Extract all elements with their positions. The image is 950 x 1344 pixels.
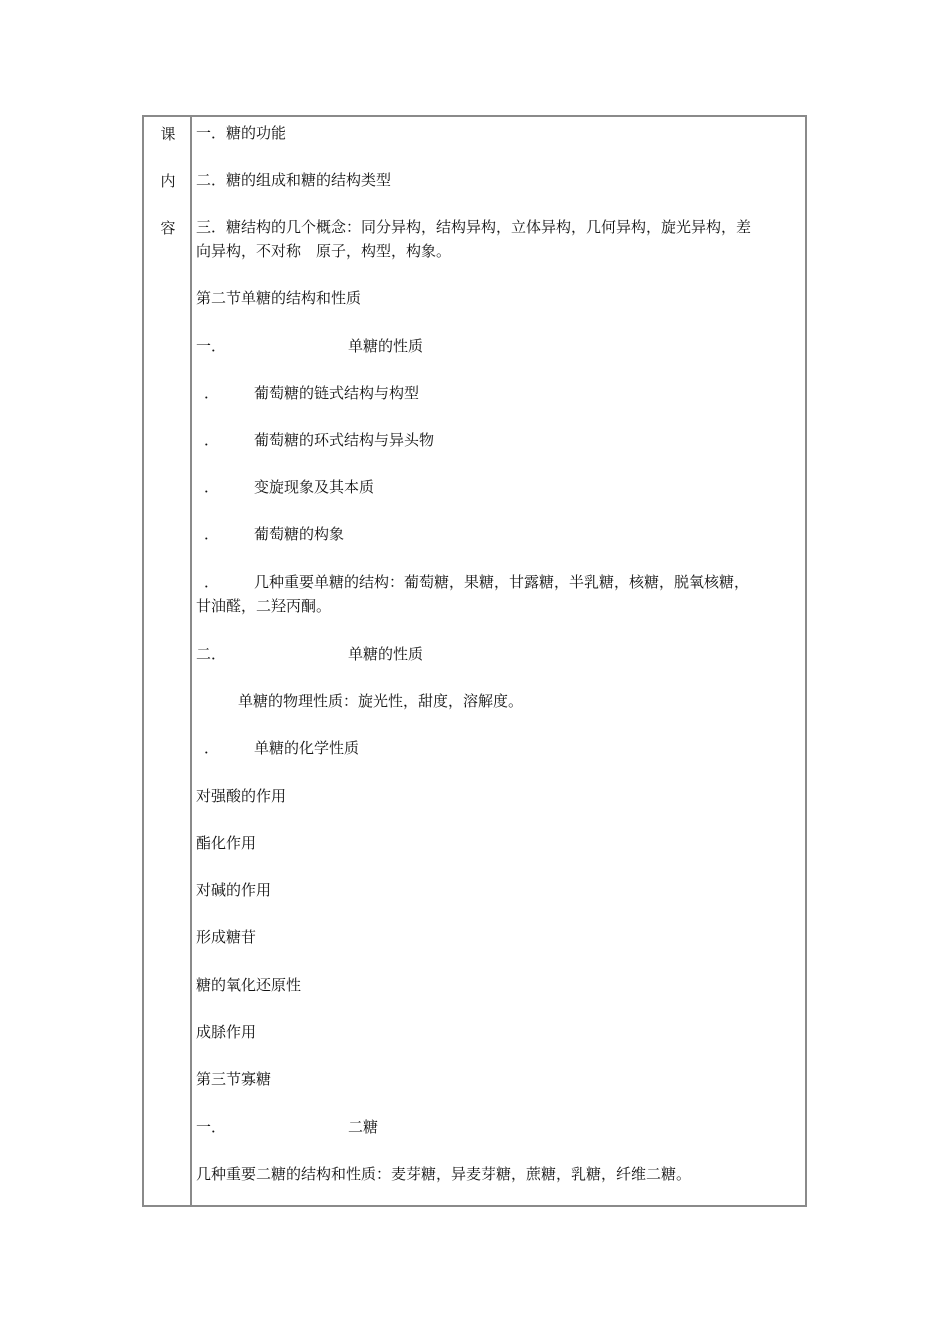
line-glycoside: 形成糖苷 xyxy=(196,928,257,946)
item-number: 一． xyxy=(196,1118,227,1136)
subitem-marker: ． xyxy=(204,431,220,449)
line-esterification: 酯化作用 xyxy=(196,834,257,852)
line-item-disaccharides xyxy=(196,1116,803,1138)
subitem-marker: ． xyxy=(204,384,220,402)
line-subitem-important-monosaccharides xyxy=(196,571,803,593)
line-sugar-composition: 二．糖的组成和糖的结构类型 xyxy=(196,171,392,189)
line-strong-acid: 对强酸的作用 xyxy=(196,787,287,805)
line-item-monosaccharide-properties-2 xyxy=(196,643,803,665)
line-subitem-conformation xyxy=(196,523,803,545)
line-subitem-ring-structure xyxy=(196,429,803,451)
left-char-3: 容 xyxy=(160,219,176,237)
subitem-marker: ． xyxy=(204,573,220,591)
item-text: 单糖的性质 xyxy=(348,645,424,663)
subitem-marker: ． xyxy=(204,525,220,543)
item-text: 二糖 xyxy=(348,1118,379,1136)
item-number: 二． xyxy=(196,645,227,663)
line-subitem-chemical-properties xyxy=(196,737,803,759)
line-osazone: 成脎作用 xyxy=(196,1023,257,1041)
left-char-2: 内 xyxy=(160,172,176,190)
line-section-3-heading: 第三节寡糖 xyxy=(196,1070,272,1088)
line-structure-concepts: 三．糖结构的几个概念：同分异构，结构异构，立体异构，几何异构，旋光异构，差 xyxy=(196,218,752,236)
syllabus-table xyxy=(142,115,807,1207)
subitem-text: 葡萄糖的环式结构与异头物 xyxy=(254,431,435,449)
subitem-text: 葡萄糖的链式结构与构型 xyxy=(254,384,420,402)
line-physical-properties: 单糖的物理性质：旋光性，甜度，溶解度。 xyxy=(238,692,524,710)
line-important-disaccharides: 几种重要二糖的结构和性质：麦芽糖，异麦芽糖，蔗糖，乳糖，纤维二糖。 xyxy=(196,1165,692,1183)
line-sugar-function: 一．糖的功能 xyxy=(196,124,287,142)
line-alkali: 对碱的作用 xyxy=(196,881,272,899)
subitem-marker: ． xyxy=(204,739,220,757)
item-text: 单糖的性质 xyxy=(348,337,424,355)
subitem-text: 变旋现象及其本质 xyxy=(254,478,375,496)
subitem-text: 几种重要单糖的结构：葡萄糖，果糖，甘露糖，半乳糖，核糖，脱氧核糖， xyxy=(254,573,750,591)
line-section-2-heading: 第二节单糖的结构和性质 xyxy=(196,289,362,307)
subitem-text: 葡萄糖的构象 xyxy=(254,525,345,543)
line-structure-concepts-cont: 向异构，不对称 原子，构型，构象。 xyxy=(196,242,452,260)
left-char-1: 课 xyxy=(160,125,176,143)
content-column xyxy=(194,117,805,1205)
line-subitem-mutarotation xyxy=(196,476,803,498)
subitem-text: 单糖的化学性质 xyxy=(254,739,360,757)
subitem-marker: ． xyxy=(204,478,220,496)
line-subitem-important-monosaccharides-cont: 甘油醛，二羟丙酮。 xyxy=(196,597,332,615)
line-subitem-chain-structure xyxy=(196,382,803,404)
left-header-column xyxy=(144,117,192,1205)
line-item-monosaccharide-properties xyxy=(196,335,803,357)
item-number: 一． xyxy=(196,337,227,355)
line-redox: 糖的氧化还原性 xyxy=(196,976,302,994)
